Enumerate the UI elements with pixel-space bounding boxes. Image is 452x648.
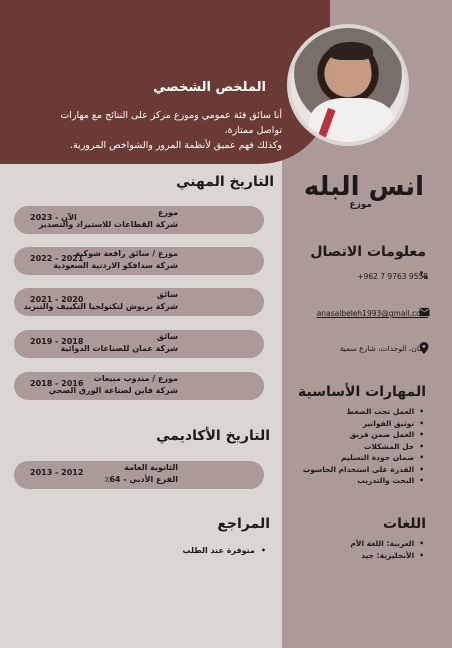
- languages-title: اللغات: [383, 516, 426, 532]
- job-item: [14, 288, 264, 316]
- summary-text: [26, 108, 282, 153]
- job-role: موزع: [157, 208, 178, 217]
- job-company: شركة فاين لصناعة الورق الصحي: [48, 386, 178, 395]
- job-item: [14, 372, 264, 400]
- skill-item: • حل المشكلات: [303, 441, 424, 453]
- education-date: 2013 - 2012: [30, 468, 84, 477]
- language-item: • الأنجليزية: جيد: [350, 550, 424, 562]
- skills-list: [303, 406, 424, 487]
- job-date: 2022 - 2021: [30, 254, 84, 263]
- profile-photo: [287, 24, 409, 146]
- job-role: سائق: [156, 332, 178, 341]
- candidate-title: موزع: [349, 200, 372, 210]
- job-item: [14, 330, 264, 358]
- job-company: شركة القطاعات للاستيراد والتصدير: [38, 220, 178, 229]
- job-company: شركة بريوش لتكنولجيا التكييف والتبريد: [23, 302, 178, 311]
- email-link[interactable]: anasalbeleh1993@gmail.com: [316, 309, 428, 318]
- job-role: موزع / مندوب مبيعات: [93, 374, 178, 383]
- job-company: شركة سدافكو الاردنية السعودية: [53, 261, 178, 270]
- education-item: [14, 461, 264, 489]
- job-company: شركة عمان للصناعات الدوائية: [60, 344, 178, 353]
- references-list: [183, 546, 267, 555]
- languages-list: [350, 538, 424, 561]
- education-branch: الفرع الأدبي - 64٪: [104, 475, 178, 484]
- job-date: 2021 - 2020: [30, 295, 84, 304]
- job-date: الآن - 2023: [30, 213, 77, 222]
- summary-line: وكذلك فهم عميق لأنظمة المرور والشواخص المرورية.: [69, 140, 282, 151]
- skill-item: • البحث والتدريب: [303, 475, 424, 487]
- candidate-name: انس البله: [303, 172, 424, 202]
- skills-title: المهارات الأساسية: [298, 384, 426, 400]
- work-history-title: التاريخ المهني: [176, 174, 274, 190]
- education-degree: الثانوية العامة: [124, 463, 178, 472]
- skill-item: • توثيق الفواتير: [303, 418, 424, 430]
- contact-title: معلومات الاتصال: [310, 244, 426, 260]
- summary-line: أنا سائق فئة عمومي وموزع مركز على النتائج مع مهارات: [60, 110, 282, 121]
- job-role: سائق: [156, 290, 178, 299]
- summary-line: تواصل ممتازة،: [224, 125, 282, 136]
- skill-item: • العمل تحت الضغط: [303, 406, 424, 418]
- job-role: موزع / سائق رافعة شوكية: [75, 249, 178, 258]
- summary-title: الملخص الشخصي: [153, 80, 266, 95]
- address: عمان، الوحدات، شارع سمية: [339, 344, 428, 353]
- references-title: المراجع: [217, 516, 270, 532]
- language-item: • العربية: اللغة الأم: [350, 538, 424, 550]
- skill-item: • القدرة على استخدام الحاسوب: [303, 464, 424, 476]
- skill-item: • ضمان جودة التسليم: [303, 452, 424, 464]
- phone-number[interactable]: +962 7 9763 9558: [357, 272, 428, 281]
- skill-item: • العمل ضمن فريق: [303, 429, 424, 441]
- job-date: 2019 - 2018: [30, 337, 84, 346]
- education-title: التاريخ الأكاديمي: [156, 428, 270, 444]
- reference-item: • متوفرة عند الطلب: [183, 546, 267, 555]
- job-item: [14, 247, 264, 275]
- job-date: 2018 - 2016: [30, 379, 84, 388]
- job-item: [14, 206, 264, 234]
